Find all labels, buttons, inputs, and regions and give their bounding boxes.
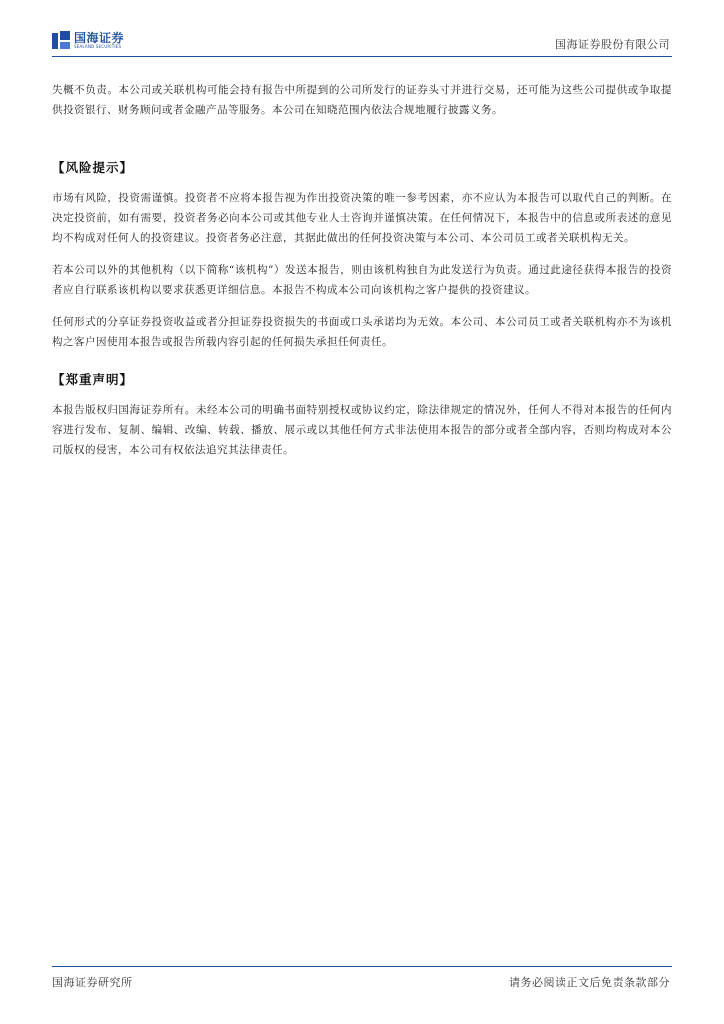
footer-divider	[52, 966, 672, 967]
risk-paragraph-2: 若本公司以外的其他机构（以下简称“该机构”）发送本报告，则由该机构独自为此发送行为负责。通过此途径获得本报告的投资者应自行联系该机构以要求获悉更详细信息。本报告不构成本公司向该机构之客户提供的投资建议。	[52, 264, 672, 296]
footer-disclaimer-note: 请务必阅读正文后免责条款部分	[509, 976, 670, 989]
intro-paragraph: 失概不负责。本公司或关联机构可能会持有报告中所提到的公司所发行的证券头寸并进行交易，还可能为这些公司提供或争取提供投资银行、财务顾问或者金融产品等服务。本公司在知晓范围内依法合规地履行披露义务。	[52, 84, 672, 116]
sealand-logo	[52, 30, 124, 50]
company-name: 国海证券股份有限公司	[555, 38, 670, 51]
footer-institute: 国海证券研究所	[52, 976, 133, 989]
logo-chinese-name: 国海证券	[74, 30, 125, 45]
sealand-logo-icon	[52, 31, 70, 49]
statement-heading: 【郑重声明】	[52, 372, 134, 387]
page-header	[0, 0, 724, 58]
header-divider	[52, 56, 672, 57]
risk-paragraph-3: 任何形式的分享证券投资收益或者分担证券投资损失的书面或口头承诺均为无效。本公司、本公司员工或者关联机构亦不为该机构之客户因使用本报告或报告所载内容引起的任何损失承担任何责任。	[52, 316, 672, 348]
logo-english-name: SEALAND SECURITIES	[74, 43, 122, 49]
statement-paragraph: 本报告版权归国海证券所有。未经本公司的明确书面特别授权或协议约定，除法律规定的情况外，任何人不得对本报告的任何内容进行发布、复制、编辑、改编、转载、播放、展示或以其他任何方式非法使用本报告的部分或者全部内容，否则均构成对本公司版权的侵害，本公司有权依法追究其法律责任。	[52, 404, 672, 456]
risk-warning-heading: 【风险提示】	[52, 160, 134, 175]
risk-paragraph-1: 市场有风险，投资需谨慎。投资者不应将本报告视为作出投资决策的唯一参考因素，亦不应认为本报告可以取代自己的判断。在决定投资前，如有需要，投资者务必向本公司或其他专业人士咨询并谨慎决策。在任何情况下，本报告中的信息或所表述的意见均不构成对任何人的投资建议。投资者务必注意，其据此做出的任何投资决策与本公司、本公司员工或者关联机构无关。	[52, 192, 672, 244]
disclaimer-body	[52, 80, 672, 460]
